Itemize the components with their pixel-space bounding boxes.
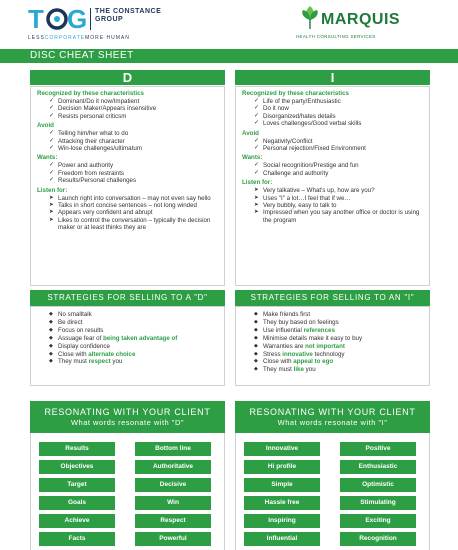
word-chip: Decisive bbox=[135, 478, 211, 492]
tagline-part: MORE HUMAN bbox=[85, 35, 130, 41]
word-chip: Respect bbox=[135, 514, 211, 528]
list-item: ➤ Impressed when you say another office or doctor is using the program bbox=[254, 209, 423, 224]
d-profile-box bbox=[30, 86, 225, 286]
i-profile-box bbox=[235, 86, 430, 286]
strategy-item: ◆ Make friends first bbox=[254, 311, 423, 319]
list-item: ✓ Do it now bbox=[254, 105, 423, 112]
word-chip: Enthusiastic bbox=[340, 460, 416, 474]
i-recognized-heading: Recognized by these characteristics bbox=[242, 90, 349, 97]
word-chip: Hassle free bbox=[244, 496, 320, 510]
word-chip: Powerful bbox=[135, 532, 211, 546]
list-item: ✓ Telling him/her what to do bbox=[49, 130, 218, 137]
list-item: ✓ Decision Maker/Appears insensitive bbox=[49, 105, 218, 112]
d-wants-list bbox=[49, 162, 218, 184]
list-item: ✓ Disorganized/hates details bbox=[254, 113, 423, 120]
d-resonating-header bbox=[30, 401, 225, 433]
marquis-subtitle: HEALTH CONSULTING SERVICES bbox=[296, 34, 376, 39]
d-resonating-subtitle: What words resonate with "D" bbox=[70, 418, 185, 427]
list-item: ✓ Life of the party/Enthusiastic bbox=[254, 98, 423, 105]
i-letter-header: I bbox=[235, 70, 430, 85]
tagline-part: LESS bbox=[28, 35, 45, 41]
marquis-name: MARQUIS bbox=[321, 11, 401, 28]
list-item: ✓ Attacking their character bbox=[49, 138, 218, 145]
i-resonating-title: RESONATING WITH YOUR CLIENT bbox=[249, 407, 416, 417]
brand-name: THE CONSTANCE GROUP bbox=[95, 8, 162, 23]
word-chip: Win bbox=[135, 496, 211, 510]
d-wants-heading: Wants: bbox=[37, 154, 58, 162]
list-item: ➤ Appears very confident and abrupt bbox=[49, 209, 218, 216]
word-chip: Target bbox=[39, 478, 115, 492]
word-chip: Exciting bbox=[340, 514, 416, 528]
list-item: ➤ Uses "I" a lot…I feel that if we… bbox=[254, 195, 423, 202]
word-chip: Hi profile bbox=[244, 460, 320, 474]
d-strategies-list bbox=[49, 311, 218, 366]
d-recognized-heading: Recognized by these characteristics bbox=[37, 90, 144, 97]
strategy-item: ◆ Use influential references bbox=[254, 327, 423, 335]
i-strategies-header: STRATEGIES FOR SELLING TO AN "I" bbox=[235, 290, 430, 306]
word-chip: Goals bbox=[39, 496, 115, 510]
d-avoid-list bbox=[49, 130, 218, 152]
d-recognized-list bbox=[49, 98, 218, 120]
d-listen-list bbox=[49, 195, 218, 232]
strategy-item: ◆ They buy based on feelings bbox=[254, 319, 423, 327]
strategy-item: ◆ Focus on results bbox=[49, 327, 218, 335]
strategy-item: ◆ Be direct bbox=[49, 319, 218, 327]
i-listen-list bbox=[254, 187, 423, 224]
strategy-item: ◆ Warranties are not important bbox=[254, 343, 423, 351]
word-chip: Innovative bbox=[244, 442, 320, 456]
strategy-item: ◆ Display confidence bbox=[49, 343, 218, 351]
i-avoid-list bbox=[254, 138, 423, 153]
i-listen-heading: Listen for: bbox=[242, 179, 273, 187]
list-item: ✓ Win-lose challenges/ultimatum bbox=[49, 145, 218, 152]
tcg-logo bbox=[28, 4, 88, 32]
strategy-item: ◆ Close with alternate choice bbox=[49, 351, 218, 359]
word-chip: Results bbox=[39, 442, 115, 456]
word-chip: Influential bbox=[244, 532, 320, 546]
d-strategies-box bbox=[30, 306, 225, 386]
list-item: ➤ Launch right into conversation – may not even say hello bbox=[49, 195, 218, 202]
brand-tagline bbox=[28, 35, 130, 41]
list-item: ✓ Results/Personal challenges bbox=[49, 177, 218, 184]
brand-divider bbox=[90, 8, 91, 30]
list-item: ✓ Power and authority bbox=[49, 162, 218, 169]
word-chip: Optimistic bbox=[340, 478, 416, 492]
svg-text:G: G bbox=[67, 4, 88, 32]
i-column bbox=[235, 70, 430, 85]
list-item: ✓ Social recognition/Prestige and fun bbox=[254, 162, 423, 169]
d-column bbox=[30, 70, 225, 85]
strategy-item: ◆ Assuage fear of being taken advantage of bbox=[49, 335, 218, 343]
word-chip: Simple bbox=[244, 478, 320, 492]
strategy-item: ◆ They must respect you bbox=[49, 358, 218, 366]
word-chip: Recognition bbox=[340, 532, 416, 546]
word-chip: Objectives bbox=[39, 460, 115, 474]
list-item: ➤ Talks in short concise sentences – not long winded bbox=[49, 202, 218, 209]
svg-text:T: T bbox=[28, 4, 44, 32]
d-avoid-heading: Avoid bbox=[37, 122, 54, 130]
title-bar bbox=[0, 49, 458, 63]
list-item: ✓ Dominant/Do it now/Impatient bbox=[49, 98, 218, 105]
strategy-item: ◆ No smalltalk bbox=[49, 311, 218, 319]
list-item: ➤ Likes to control the conversation – typically the decision maker or at least thinks they are bbox=[49, 217, 218, 232]
leaf-icon bbox=[300, 4, 320, 30]
strategy-item: ◆ Minimise details make it easy to buy bbox=[254, 335, 423, 343]
word-chip: Stimulating bbox=[340, 496, 416, 510]
list-item: ✓ Freedom from restraints bbox=[49, 170, 218, 177]
i-wants-heading: Wants: bbox=[242, 154, 263, 162]
list-item: ➤ Very bubbly, easy to talk to bbox=[254, 202, 423, 209]
i-recognized-list bbox=[254, 98, 423, 128]
i-avoid-heading: Avoid bbox=[242, 129, 259, 137]
i-word-grid bbox=[235, 433, 430, 550]
d-resonating-title: RESONATING WITH YOUR CLIENT bbox=[44, 407, 211, 417]
word-chip: Positive bbox=[340, 442, 416, 456]
i-resonating-header bbox=[235, 401, 430, 433]
i-strategies-box bbox=[235, 306, 430, 386]
word-chip: Achieve bbox=[39, 514, 115, 528]
word-chip: Bottom line bbox=[135, 442, 211, 456]
d-word-grid bbox=[30, 433, 225, 550]
strategy-item: ◆ They must like you bbox=[254, 366, 423, 374]
word-chip: Authoritative bbox=[135, 460, 211, 474]
word-chip: Facts bbox=[39, 532, 115, 546]
i-resonating-subtitle: What words resonate with "I" bbox=[277, 418, 388, 427]
list-item: ➤ Very talkative – What's up, how are you? bbox=[254, 187, 423, 194]
list-item: ✓ Loves challenges/Good verbal skills bbox=[254, 120, 423, 127]
d-listen-heading: Listen for: bbox=[37, 186, 68, 194]
i-wants-list bbox=[254, 162, 423, 177]
strategy-item: ◆ Stress innovative technology bbox=[254, 351, 423, 359]
i-strategies-list bbox=[254, 311, 423, 374]
list-item: ✓ Personal rejection/Fixed Environment bbox=[254, 145, 423, 152]
d-strategies-header: STRATEGIES FOR SELLING TO A "D" bbox=[30, 290, 225, 306]
word-chip: Inspiring bbox=[244, 514, 320, 528]
list-item: ✓ Challenge and authority bbox=[254, 170, 423, 177]
list-item: ✓ Negativity/Conflict bbox=[254, 138, 423, 145]
page-title: DISC CHEAT SHEET bbox=[30, 50, 134, 61]
strategy-item: ◆ Close with appeal to ego bbox=[254, 358, 423, 366]
d-letter-header: D bbox=[30, 70, 225, 85]
tagline-highlight: CORPORATE bbox=[44, 35, 86, 41]
page-header bbox=[0, 0, 458, 48]
list-item: ✓ Resists personal criticsm bbox=[49, 113, 218, 120]
